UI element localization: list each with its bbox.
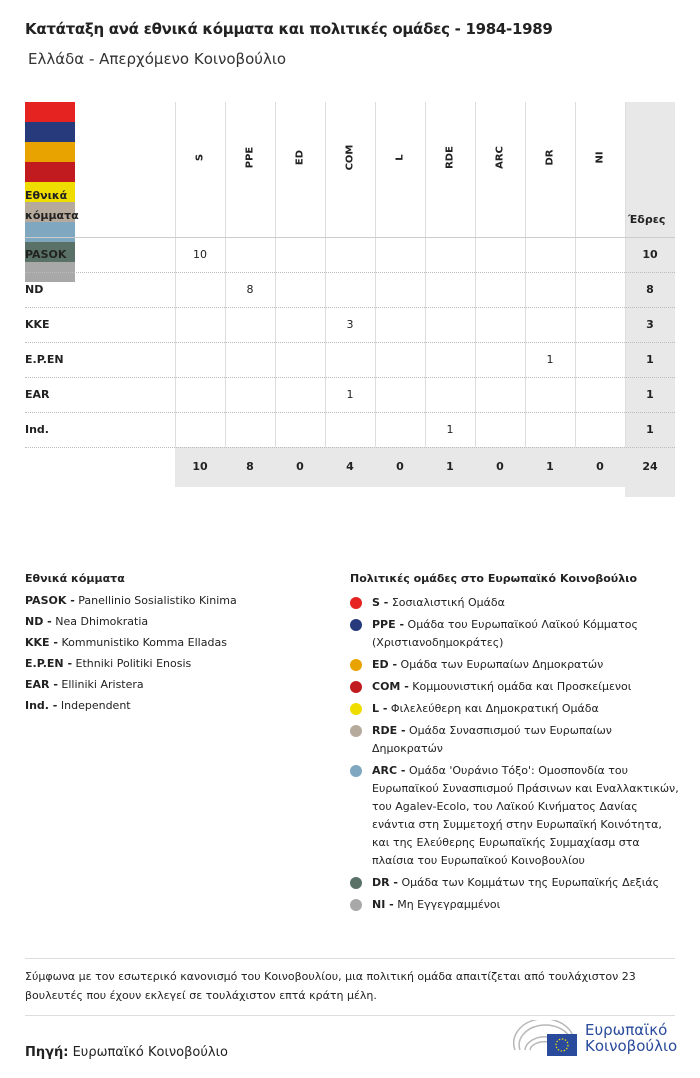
seats-header: Έδρες <box>628 213 666 226</box>
group-color-dot-icon <box>350 765 362 777</box>
group-header-com: COM <box>344 144 356 171</box>
seats-column-bg <box>625 102 675 497</box>
party-code: E.P.EN - <box>25 657 73 670</box>
page-subtitle: Ελλάδα - Απερχόμενο Κοινοβούλιο <box>28 50 287 68</box>
group-header-ed: ED <box>294 149 306 166</box>
party-code: PASOK - <box>25 594 75 607</box>
total-cell: 4 <box>346 460 354 473</box>
party-legend-item <box>25 615 325 628</box>
seat-value: 1 <box>546 353 554 366</box>
group-color-bar-bottom <box>25 152 75 162</box>
logo-line2: Κοινοβούλιο <box>585 1037 678 1055</box>
row-divider <box>25 342 675 343</box>
footnote: Σύμφωνα με τον εσωτερικό κανονισμό του Κοινοβουλίου, μια πολιτική ομάδα απαιτίζεται από τουλάχιστον 23 βουλευτές που έχουν εκλεγεί σε τουλάχιστον επτά κράτη μέλη. <box>25 958 675 1016</box>
group-code: S - <box>372 596 389 609</box>
group-color-bar <box>25 102 75 112</box>
group-name: Μη Εγγεγραμμένοι <box>397 898 501 911</box>
group-code: L - <box>372 702 388 715</box>
group-color-bar-bottom <box>25 172 75 182</box>
column-divider <box>475 102 476 447</box>
row-divider <box>25 272 675 273</box>
party-code: EAR - <box>25 678 58 691</box>
total-cell: 10 <box>192 460 208 473</box>
total-cell: 0 <box>596 460 604 473</box>
group-name: Φιλελεύθερη και Δημοκρατική Ομάδα <box>390 702 599 715</box>
group-code: COM - <box>372 680 409 693</box>
party-label-0: PASOK <box>25 248 67 261</box>
group-color-bar <box>25 262 75 272</box>
party-label-1: ND <box>25 283 44 296</box>
column-divider <box>275 102 276 447</box>
party-legend-heading: Εθνικά κόμματα <box>25 572 125 585</box>
total-cell: 0 <box>496 460 504 473</box>
group-name: Κομμουνιστική ομάδα και Προσκείμενοι <box>412 680 632 693</box>
page-title: Κατάταξη ανά εθνικά κόμματα και πολιτικές ομάδες - 1984-1989 <box>25 20 553 38</box>
total-cell: 0 <box>396 460 404 473</box>
group-legend-heading: Πολιτικές ομάδες στο Ευρωπαϊκό Κοινοβούλιο <box>350 572 638 585</box>
party-code: ND - <box>25 615 52 628</box>
group-legend-item <box>350 616 680 652</box>
seat-table <box>25 102 675 502</box>
group-name: Ομάδα 'Ουράνιο Τόξο': Ομοσπονδία του Ευρωπαϊκού Συνασπισμού Πράσινων και Εναλλακτικών, του Agalev-Ecolo, του Λαϊκού Κινήματος Δανίας ενάντια στη Συμμετοχή στην Ευρωπαϊκή Κοινότητα, και της Ελεύθερης Ευρωπαϊκής Συμμαχίασμ στα πλαίσια του Ευρωπαϊκού Κοινοβουλίου <box>372 764 679 867</box>
row-divider <box>25 377 675 378</box>
seat-value: 1 <box>346 388 354 401</box>
group-color-bar-bottom <box>25 112 75 122</box>
party-code: Ind. - <box>25 699 58 712</box>
party-legend-item <box>25 678 325 691</box>
total-cell: 1 <box>446 460 454 473</box>
group-legend-item <box>350 594 680 612</box>
group-code: ED - <box>372 658 398 671</box>
group-code: RDE - <box>372 724 406 737</box>
row-total: 1 <box>646 388 654 401</box>
group-header-arc: ARC <box>494 146 506 169</box>
seat-value: 8 <box>246 283 254 296</box>
party-code: KKE - <box>25 636 58 649</box>
party-label-2: KKE <box>25 318 50 331</box>
group-name: Σοσιαλιστική Ομάδα <box>391 596 505 609</box>
group-legend-item <box>350 656 680 674</box>
group-header-rde: RDE <box>444 146 456 169</box>
seat-value: 10 <box>193 248 207 261</box>
group-name: Ομάδα του Ευρωπαϊκού Λαϊκού Κόμματος (Χριστιανοδημοκράτες) <box>372 618 638 649</box>
group-color-dot-icon <box>350 681 362 693</box>
group-code: PPE - <box>372 618 405 631</box>
group-legend-item <box>350 722 680 758</box>
column-divider <box>175 102 176 447</box>
group-legend-item <box>350 896 680 914</box>
party-name: Elliniki Aristera <box>61 678 144 691</box>
seat-value: 1 <box>446 423 454 436</box>
column-divider <box>425 102 426 447</box>
party-legend-item <box>25 657 325 670</box>
row-total: 1 <box>646 423 654 436</box>
row-divider <box>25 237 675 238</box>
group-color-dot-icon <box>350 899 362 911</box>
ep-logo <box>513 1020 677 1056</box>
row-divider <box>25 447 675 448</box>
grand-total: 24 <box>642 460 658 473</box>
group-color-dot-icon <box>350 703 362 715</box>
group-color-bar-bottom <box>25 272 75 282</box>
group-color-dot-icon <box>350 659 362 671</box>
column-divider <box>525 102 526 447</box>
seat-value: 3 <box>346 318 354 331</box>
party-name: Ethniki Politiki Enosis <box>75 657 192 670</box>
party-label-4: EAR <box>25 388 50 401</box>
group-color-dot-icon <box>350 725 362 737</box>
row-total: 1 <box>646 353 654 366</box>
party-name: Kommunistiko Komma Elladas <box>61 636 227 649</box>
party-name: Independent <box>60 699 131 712</box>
row-total: 8 <box>646 283 654 296</box>
total-cell: 8 <box>246 460 254 473</box>
group-name: Ομάδα των Κομμάτων της Ευρωπαϊκής Δεξιάς <box>401 876 660 889</box>
source <box>25 1045 228 1060</box>
group-code: DR - <box>372 876 398 889</box>
parliament-hemicycle-icon <box>513 1020 577 1056</box>
group-name: Ομάδα των Ευρωπαίων Δημοκρατών <box>400 658 604 671</box>
group-header-ni: NI <box>594 151 606 164</box>
total-cell: 1 <box>546 460 554 473</box>
group-header-l: L <box>394 154 406 161</box>
party-legend-item <box>25 699 325 712</box>
party-legend-item <box>25 636 325 649</box>
group-color-dot-icon <box>350 619 362 631</box>
group-header-dr: DR <box>544 149 556 166</box>
group-legend-item <box>350 678 680 696</box>
logo-line1: Ευρωπαϊκό <box>585 1021 668 1039</box>
party-legend <box>25 572 325 720</box>
party-legend-item <box>25 594 325 607</box>
row-divider <box>25 412 675 413</box>
group-header-s: S <box>194 153 206 162</box>
column-divider <box>225 102 226 447</box>
source-value: Ευρωπαϊκό Κοινοβούλιο <box>72 1045 228 1060</box>
group-color-dot-icon <box>350 877 362 889</box>
total-cell: 0 <box>296 460 304 473</box>
party-label-3: E.P.EN <box>25 353 64 366</box>
group-legend <box>350 572 680 918</box>
group-code: ARC - <box>372 764 406 777</box>
group-name: Ομάδα Συνασπισμού των Ευρωπαίων Δημοκρατών <box>372 724 612 755</box>
source-label: Πηγή: <box>25 1045 69 1060</box>
row-divider <box>25 307 675 308</box>
group-header-ppe: PPE <box>244 146 256 169</box>
column-divider <box>375 102 376 447</box>
group-color-bar <box>25 162 75 172</box>
group-color-bar <box>25 122 75 132</box>
row-total: 10 <box>642 248 658 261</box>
group-color-bar <box>25 142 75 152</box>
column-divider <box>575 102 576 447</box>
party-name: Panellinio Sosialistiko Kinima <box>78 594 237 607</box>
group-code: NI - <box>372 898 394 911</box>
row-total: 3 <box>646 318 654 331</box>
party-label-5: Ind. <box>25 423 49 436</box>
group-legend-item <box>350 700 680 718</box>
row-header: Εθνικά κόμματα <box>25 189 79 222</box>
group-legend-item <box>350 762 680 870</box>
group-color-bar-bottom <box>25 132 75 142</box>
group-color-dot-icon <box>350 597 362 609</box>
group-legend-item <box>350 874 680 892</box>
party-name: Nea Dhimokratia <box>55 615 149 628</box>
